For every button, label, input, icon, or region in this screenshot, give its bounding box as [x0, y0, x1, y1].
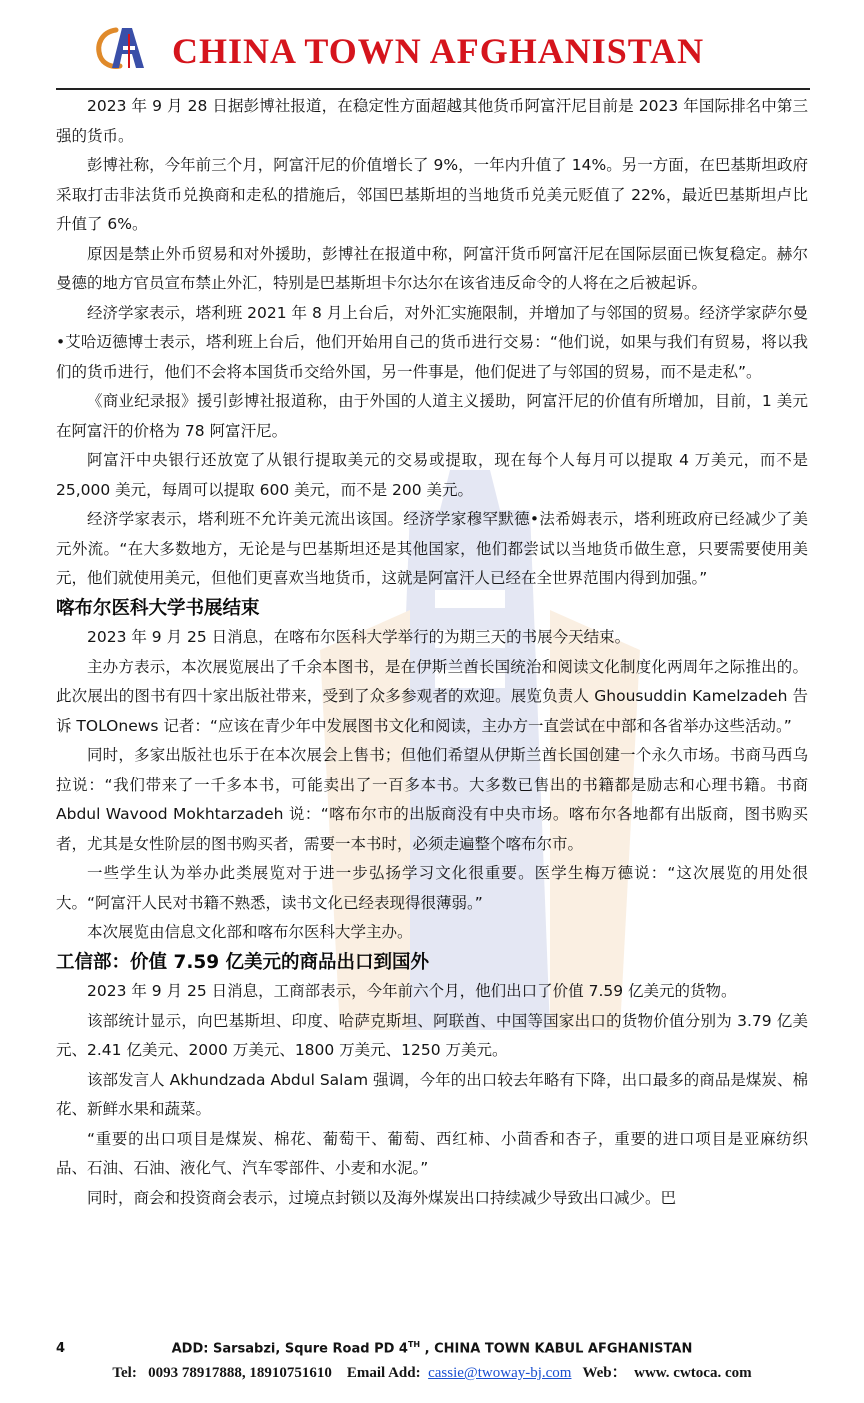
address-prefix: ADD: Sarsabzi, Squre Road PD 4	[171, 1341, 408, 1357]
paragraph: 2023 年 9 月 25 日消息，在喀布尔医科大学举行的为期三天的书展今天结束。	[87, 628, 631, 646]
web-link[interactable]: www. cwtoca. com	[634, 1365, 752, 1381]
email-label: Email Add:	[346, 1365, 421, 1381]
paragraph: 同时，商会和投资商会表示，过境点封锁以及海外煤炭出口持续减少导致出口减少。巴	[87, 1188, 677, 1207]
tel-value: 0093 78917888, 18910751610	[148, 1365, 332, 1381]
paragraph: 经济学家表示，塔利班 2021 年 8 月上台后，对外汇实施限制，并增加了与邻国的贸易。经济学家萨尔曼•艾哈迈德博士表示，塔利班上台后，他们开始用自己的货币进行交易：“他们说，如果与我们有贸易，将以我们的货币进行，他们不会将本国货币交给外国，另一件事是，他们促进了与邻国的贸易，而不是走私”。	[56, 303, 808, 381]
email-link[interactable]: cassie@twoway-bj.com	[428, 1365, 572, 1381]
section-heading-exports: 工信部：价值 7.59 亿美元的商品出口到国外	[56, 951, 430, 973]
paragraph: 本次展览由信息文化部和喀布尔医科大学主办。	[87, 923, 413, 941]
address-suffix: , CHINA TOWN KABUL AFGHANISTAN	[420, 1341, 693, 1357]
section-heading-book-fair: 喀布尔医科大学书展结束	[56, 597, 260, 619]
company-logo-icon	[92, 24, 148, 72]
paragraph: 一些学生认为举办此类展览对于进一步弘扬学习文化很重要。医学生梅万德说：“这次展览的用处很大。“阿富汗人民对书籍不熟悉，读书文化已经表现得很薄弱。”	[56, 864, 808, 912]
paragraph: 经济学家表示，塔利班不允许美元流出该国。经济学家穆罕默德•法希姆表示，塔利班政府已经减少了美元外流。“在大多数地方，无论是与巴基斯坦还是其他国家，他们都尝试以当地货币做生意，只要需要使用美元，他们就使用美元，但他们更喜欢当地货币，这就是阿富汗人已经在全世界范围内得到加强。”	[56, 510, 808, 587]
brand-title: CHINA TOWN AFGHANISTAN	[172, 31, 705, 71]
page-number: 4	[56, 1341, 66, 1356]
paragraph: 彭博社称，今年前三个月，阿富汗尼的价值增长了 9%，一年内升值了 14%。另一方面，在巴基斯坦政府采取打击非法货币兑换商和走私的措施后，邻国巴基斯坦的当地货币兑美元贬值了 22%，最近巴基斯坦卢比升值了 6%。	[56, 156, 808, 233]
paragraph: “重要的出口项目是煤炭、棉花、葡萄干、葡萄、西红柿、小茴香和杏子，重要的进口项目是亚麻纺织品、石油、石油、液化气、汽车零部件、小麦和水泥。”	[56, 1129, 808, 1177]
web-label: Web：	[582, 1365, 627, 1381]
paragraph: 阿富汗中央银行还放宽了从银行提取美元的交易或提取，现在每个人每月可以提取 4 万美元，而不是 25,000 美元，每周可以提取 600 美元，而不是 200 美元。	[56, 451, 808, 499]
footer-address	[0, 1340, 864, 1356]
paragraph: 原因是禁止外币贸易和对外援助，彭博社在报道中称，阿富汗货币阿富汗尼在国际层面已恢复稳定。赫尔曼德的地方官员宣布禁止外汇，特别是巴基斯坦卡尔达尔在该省违反命令的人将在之后被起诉。	[56, 244, 808, 292]
article-body	[56, 92, 808, 1213]
page-header	[0, 0, 864, 92]
paragraph: 2023 年 9 月 28 日据彭博社报道，在稳定性方面超越其他货币阿富汗尼目前是 2023 年国际排名中第三强的货币。	[56, 97, 808, 145]
paragraph: 《商业纪录报》援引彭博社报道称，由于外国的人道主义援助，阿富汗尼的价值有所增加，目前，1 美元在阿富汗的价格为 78 阿富汗尼。	[56, 392, 808, 440]
tel-label: Tel:	[112, 1365, 137, 1381]
footer-contact	[0, 1361, 864, 1382]
paragraph: 主办方表示，本次展览展出了千余本图书，是在伊斯兰酋长国统治和阅读文化制度化两周年之际推出的。此次展出的图书有四十家出版社带来，受到了众多参观者的欢迎。展览负责人 Ghousuddin Kamelzadeh 告诉 TOLOnews 记者：“应该在青少年中发展图书文化和阅读，主办方一直尝试在中部和各省举办这些活动。”	[56, 657, 808, 735]
paragraph: 该部发言人 Akhundzada Abdul Salam 强调，今年的出口较去年略有下降，出口最多的商品是煤炭、棉花、新鲜水果和蔬菜。	[56, 1070, 808, 1118]
paragraph: 该部统计显示，向巴基斯坦、印度、哈萨克斯坦、阿联酋、中国等国家出口的货物价值分别为 3.79 亿美元、2.41 亿美元、2000 万美元、1800 万美元、1250 万美元。	[56, 1011, 808, 1059]
address-sup: TH	[407, 1340, 421, 1349]
paragraph: 同时，多家出版社也乐于在本次展会上售书；但他们希望从伊斯兰酋长国创建一个永久市场。书商马西乌拉说：“我们带来了一千多本书，可能卖出了一百多本书。大多数已售出的书籍都是励志和心理书籍。书商 Abdul Wavood Mokhtarzadeh 说：“喀布尔市的出版商没有中央市场。喀布尔各地都有出版商，图书购买者，尤其是女性阶层的图书购买者，需要一本书时，必须走遍整个喀布尔市。	[56, 746, 808, 853]
paragraph: 2023 年 9 月 25 日消息，工商部表示，今年前六个月，他们出口了价值 7.59 亿美元的货物。	[87, 982, 737, 1000]
header-divider	[56, 88, 810, 90]
